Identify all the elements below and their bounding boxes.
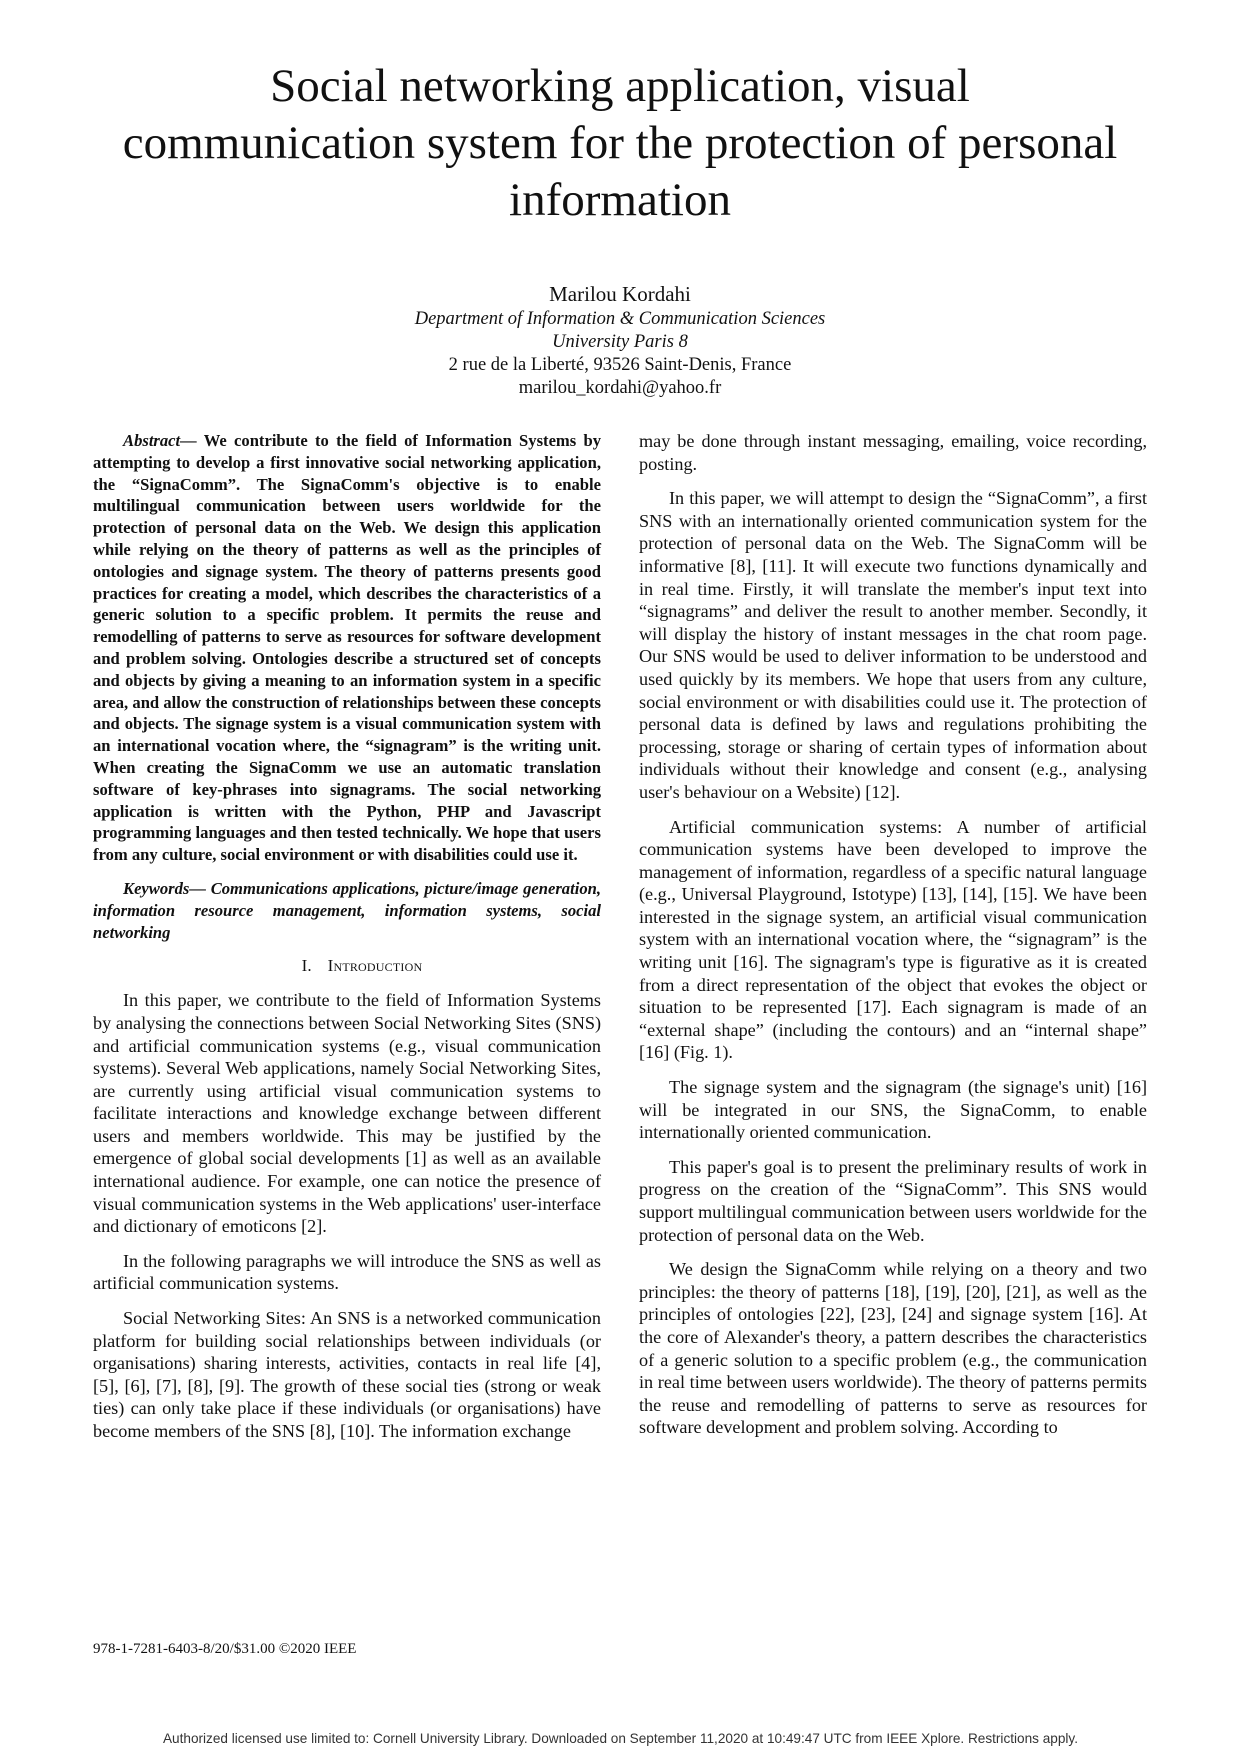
body-paragraph: We design the SignaComm while relying on a theory and two principles: the theory of patterns [18], [19], [20], [21], as well as the principles of ontologies [22], [23], [24] and signage system [16]. At the core of Alexander's theory, a pattern describes the characteristics of a generic solution to a specific problem (e.g., the communication in real time between users worldwide). The theory of patterns permits the reuse and remodelling of patterns to serve as resources for software development and problem solving. According to xyxy=(639,1259,1147,1438)
body-paragraph: In the following paragraphs we will introduce the SNS as well as artificial communication systems. xyxy=(93,1250,601,1294)
body-paragraph-continued: may be done through instant messaging, emailing, voice recording, posting. xyxy=(639,431,1147,474)
keywords-text: Communications applications, picture/image generation, information resource management, information systems, social networking xyxy=(93,878,601,942)
body-paragraph: In this paper, we will attempt to design the “SignaComm”, a first SNS with an internationally oriented communication system for the protection of personal data on the Web. The SignaComm will be informative [8], [11]. It will execute two functions dynamically and in real time. Firstly, it will translate the member's input text into “signagrams” and deliver the result to another member. Secondly, it will display the history of instant messages in the chat room page. Our SNS would be used to deliver information to be understood and used quickly by its members. We hope that users from any culture, social environment or with disabilities could use it. The protection of personal data is defined by laws and regulations prohibiting the processing, storage or sharing of certain types of information about individuals without their knowledge and consent (e.g., analysing user's behaviour on a Website) [12]. xyxy=(639,488,1147,802)
author-email[interactable]: marilou_kordahi@yahoo.fr xyxy=(518,378,722,398)
body-paragraph: The signage system and the signagram (the signage's unit) [16] will be integrated in our SNS, the SignaComm, to enable internationally oriented communication. xyxy=(639,1077,1147,1143)
right-column xyxy=(639,430,1147,1451)
author-name: Marilou Kordahi xyxy=(549,282,691,306)
keywords xyxy=(93,878,601,943)
body-paragraph: Social Networking Sites: An SNS is a networked communication platform for building social relationships between individuals (or organisations) sharing interests, activities, contacts in real life [4], [5], [6], [7], [8], [9]. The growth of these social ties (strong or weak ties) can only take place if these individuals (or organisations) have become members of the SNS [8], [10]. The information exchange xyxy=(93,1308,601,1442)
keywords-label: Keywords— xyxy=(123,878,206,898)
section-number: I. xyxy=(301,956,312,976)
copyright-notice: 978-1-7281-6403-8/20/$31.00 ©2020 IEEE xyxy=(93,1641,357,1657)
body-paragraph: This paper's goal is to present the preliminary results of work in progress on the creation of the “SignaComm”. This SNS would support multilingual communication between users worldwide for the protection of personal data on the Web. xyxy=(639,1156,1147,1245)
abstract-label: Abstract— xyxy=(123,431,197,450)
body-paragraph: Artificial communication systems: A number of artificial communication systems have been developed to improve the management of information, regardless of a specific natural language (e.g., Universal Playground, Istotype) [13], [14], [15]. We have been interested in the signage system, an artificial visual communication system with an international vocation where, the “signagram” is the writing unit [16]. The signagram's type is figurative as it is created from a direct representation of the object that evokes the object or situation to be represented [17]. Each signagram is made of an “external shape” (including the contours) and an “internal shape” [16] (Fig. 1). xyxy=(639,816,1147,1063)
left-column xyxy=(93,430,601,1455)
author-address: 2 rue de la Liberté, 93526 Saint-Denis, France xyxy=(448,355,792,375)
body-paragraph: In this paper, we contribute to the field of Information Systems by analysing the connections between Social Networking Sites (SNS) and artificial communication systems (e.g., visual communication systems). Several Web applications, namely Social Networking Sites, are currently using artificial visual communication systems to facilitate interactions and knowledge exchange between different users and members worldwide. This may be justified by the emergence of global social developments [1] as well as an available international audience. For example, one can notice the presence of visual communication systems in the Web applications' user-interface and dictionary of emoticons [2]. xyxy=(93,990,601,1237)
abstract xyxy=(93,430,601,866)
section-title: Introduction xyxy=(327,956,423,976)
abstract-text: We contribute to the field of Information Systems by attempting to develop a first innovative social networking application, the “SignaComm”. The SignaComm's objective is to enable multilingual communication between users worldwide for the protection of personal data on the Web. We design this application while relying on the theory of patterns as well as the principles of ontologies and signage system. The theory of patterns presents good practices for creating a model, which describes the characteristics of a generic solution to a specific problem. It permits the reuse and remodelling of patterns to serve as resources for software development and problem solving. Ontologies describe a structured set of concepts and objects by giving a meaning to an information system in a specific area, and allow the construction of relationships between these concepts and objects. The signage system is a visual communication system with an international vocation where, the “signagram” is the writing unit. When creating the SignaComm we use an automatic translation software of key-phrases into signagrams. The social networking application is written with the Python, PHP and Javascript programming languages and then tested technically. We hope that users from any culture, social environment or with disabilities could use it. xyxy=(93,431,601,865)
author-university: University Paris 8 xyxy=(552,332,688,352)
author-block xyxy=(170,280,1070,400)
paper-title: Social networking application, visual communication system for the protection of personal information xyxy=(122,60,1118,226)
section-heading-introduction xyxy=(93,955,601,977)
author-department: Department of Information & Communication Sciences xyxy=(414,309,826,329)
download-footer: Authorized licensed use limited to: Cornell University Library. Downloaded on September 11,2020 at 10:49:47 UTC from IEEE Xplore. Restrictions apply. xyxy=(162,1731,1078,1746)
